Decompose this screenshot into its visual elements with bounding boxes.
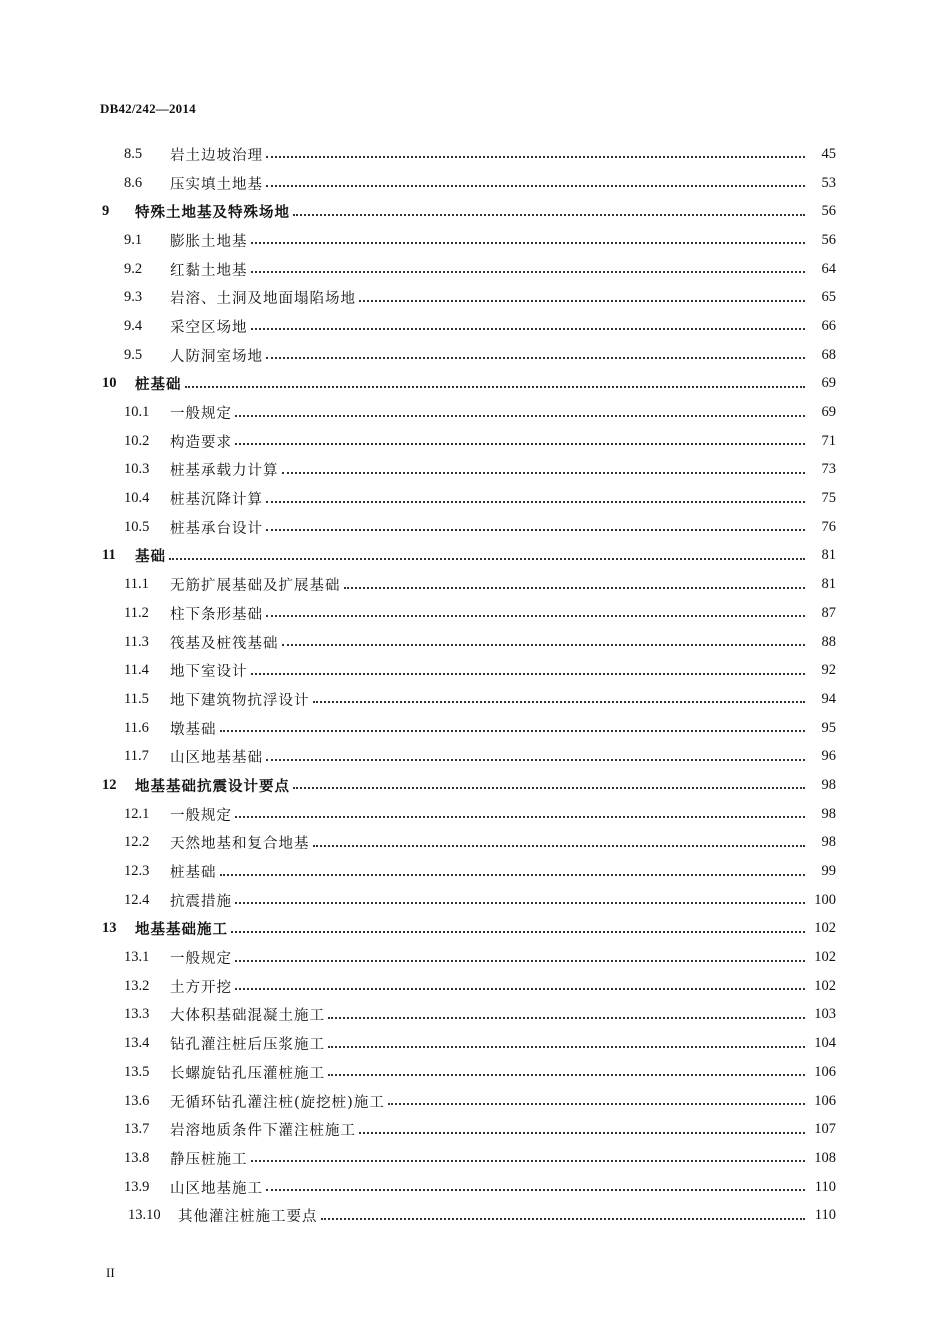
toc-entry-title: 基础 [135,548,166,566]
toc-entry-number: 10.1 [124,404,150,421]
dot-leader [344,587,806,589]
toc-entry-number: 11.2 [124,604,149,621]
toc-entry-title: 构造要求 [170,434,232,451]
dot-leader [251,1160,806,1162]
dot-leader [266,156,805,158]
toc-entry-page: 110 [814,1178,836,1195]
dot-leader [185,386,806,388]
toc-entry-number: 11.3 [124,633,149,650]
toc-entry-title: 山区地基基础 [170,750,263,767]
toc-entry-number: 13.4 [124,1035,150,1052]
toc-entry-page: 96 [821,748,836,765]
dot-leader [328,1046,805,1048]
toc-section-entry[interactable] [100,513,836,542]
toc-entry-title: 地基基础施工 [135,921,228,939]
dot-leader [328,1074,805,1076]
toc-entry-title: 山区地基施工 [170,1180,263,1197]
dot-leader [293,214,805,216]
toc-chapter-entry[interactable] [100,771,836,800]
toc-chapter-entry[interactable] [100,542,836,571]
toc-entry-page: 88 [821,633,836,650]
toc-entry-page: 108 [814,1149,836,1166]
toc-entry-page: 56 [821,231,836,248]
toc-entry-title: 抗震措施 [170,893,232,910]
toc-entry-number: 10.4 [124,490,150,507]
toc-entry-number: 13.10 [128,1207,161,1224]
table-of-contents [100,140,836,1230]
dot-leader [266,357,805,359]
dot-leader [235,443,805,445]
toc-entry-page: 104 [814,1035,836,1052]
toc-entry-page: 69 [821,404,836,421]
toc-entry-page: 98 [821,805,836,822]
dot-leader [266,1189,805,1191]
toc-entry-title: 大体积基础混凝土施工 [170,1008,325,1025]
toc-entry-page: 102 [814,920,836,937]
toc-entry-number: 12 [102,776,117,793]
toc-section-entry[interactable] [100,628,836,657]
toc-entry-number: 13.8 [124,1149,150,1166]
dot-leader [266,501,805,503]
toc-section-entry[interactable] [100,283,836,312]
toc-entry-page: 56 [821,203,836,220]
toc-entry-number: 12.2 [124,834,150,851]
toc-entry-title: 一般规定 [170,406,232,423]
toc-entry-page: 98 [821,776,836,793]
dot-leader [388,1103,805,1105]
dot-leader [235,816,805,818]
toc-section-entry[interactable] [100,599,836,628]
toc-entry-page: 76 [821,518,836,535]
dot-leader [251,271,806,273]
toc-section-entry[interactable] [100,226,836,255]
page-number: II [106,1265,115,1280]
toc-entry-title: 其他灌注桩施工要点 [178,1209,318,1226]
toc-section-entry[interactable] [100,685,836,714]
toc-entry-page: 81 [821,547,836,564]
toc-entry-page: 102 [814,977,836,994]
toc-entry-page: 94 [821,690,836,707]
toc-entry-page: 98 [821,834,836,851]
toc-chapter-entry[interactable] [100,370,836,399]
toc-section-entry[interactable] [100,484,836,513]
toc-entry-number: 13.9 [124,1178,150,1195]
dot-leader [220,874,806,876]
toc-section-entry[interactable] [100,140,836,169]
toc-entry-number: 12.4 [124,891,150,908]
dot-leader [313,701,806,703]
toc-entry-title: 桩基承载力计算 [170,463,279,480]
toc-entry-page: 106 [814,1063,836,1080]
toc-entry-page: 81 [821,576,836,593]
toc-entry-title: 岩溶地质条件下灌注桩施工 [170,1123,356,1140]
dot-leader [266,185,805,187]
toc-section-entry[interactable] [100,1115,836,1144]
toc-entry-number: 12.3 [124,863,150,880]
toc-entry-title: 天然地基和复合地基 [170,836,310,853]
toc-section-entry[interactable] [100,742,836,771]
toc-section-entry[interactable] [100,829,836,858]
toc-section-entry[interactable] [100,456,836,485]
toc-entry-page: 99 [821,863,836,880]
toc-section-entry[interactable] [100,1087,836,1116]
toc-section-entry[interactable] [100,886,836,915]
toc-entry-number: 9.4 [124,317,143,334]
toc-entry-page: 68 [821,346,836,363]
toc-section-entry[interactable] [100,1029,836,1058]
toc-entry-number: 13.7 [124,1121,150,1138]
dot-leader [235,902,805,904]
toc-entry-number: 13.6 [124,1092,150,1109]
toc-entry-number: 9 [102,203,110,220]
toc-entry-number: 10.5 [124,518,150,535]
dot-leader [235,960,805,962]
toc-entry-number: 12.1 [124,805,150,822]
toc-entry-number: 10 [102,375,117,392]
dot-leader [282,472,806,474]
toc-section-entry[interactable] [100,800,836,829]
toc-entry-number: 11.7 [124,748,149,765]
toc-section-entry[interactable] [100,1201,836,1230]
toc-section-entry[interactable] [100,714,836,743]
toc-entry-number: 9.1 [124,231,143,248]
document-code: DB42/242—2014 [100,101,196,116]
toc-entry-title: 桩基础 [170,865,217,882]
toc-entry-title: 膨胀土地基 [170,233,248,250]
toc-section-entry[interactable] [100,255,836,284]
toc-entry-title: 桩基础 [135,376,182,394]
dot-leader [235,988,805,990]
toc-entry-number: 13.2 [124,977,150,994]
toc-entry-page: 100 [814,891,836,908]
toc-entry-page: 103 [814,1006,836,1023]
toc-chapter-entry[interactable] [100,915,836,944]
dot-leader [282,644,806,646]
toc-section-entry[interactable] [100,1144,836,1173]
toc-section-entry[interactable] [100,656,836,685]
toc-section-entry[interactable] [100,570,836,599]
dot-leader [293,787,805,789]
dot-leader [313,845,806,847]
toc-entry-title: 无循环钻孔灌注桩(旋挖桩)施工 [170,1094,385,1111]
toc-entry-page: 71 [821,432,836,449]
toc-entry-title: 地下建筑物抗浮设计 [170,692,310,709]
toc-entry-title: 人防洞室场地 [170,348,263,365]
toc-entry-page: 65 [821,289,836,306]
toc-entry-title: 无筋扩展基础及扩展基础 [170,578,341,595]
toc-entry-number: 11.4 [124,662,149,679]
toc-section-entry[interactable] [100,1001,836,1030]
dot-leader [266,615,805,617]
toc-entry-number: 11.1 [124,576,149,593]
toc-entry-page: 87 [821,604,836,621]
toc-entry-title: 柱下条形基础 [170,606,263,623]
toc-entry-number: 13.1 [124,949,150,966]
toc-entry-page: 73 [821,461,836,478]
toc-entry-title: 压实填土地基 [170,176,263,193]
toc-entry-page: 110 [814,1207,836,1224]
toc-entry-page: 53 [821,174,836,191]
toc-entry-title: 静压桩施工 [170,1151,248,1168]
toc-entry-page: 69 [821,375,836,392]
toc-entry-page: 64 [821,260,836,277]
dot-leader [266,529,805,531]
toc-entry-page: 107 [814,1121,836,1138]
toc-entry-number: 9.2 [124,260,143,277]
toc-entry-number: 13.3 [124,1006,150,1023]
toc-entry-title: 地下室设计 [170,664,248,681]
toc-entry-number: 10.2 [124,432,150,449]
toc-section-entry[interactable] [100,857,836,886]
toc-entry-title: 筏基及桩筏基础 [170,635,279,652]
toc-entry-number: 11 [102,547,116,564]
dot-leader [359,300,805,302]
toc-entry-page: 95 [821,719,836,736]
toc-entry-number: 13 [102,920,117,937]
toc-entry-number: 11.5 [124,690,149,707]
dot-leader [169,558,805,560]
toc-entry-title: 红黏土地基 [170,262,248,279]
toc-entry-page: 102 [814,949,836,966]
dot-leader [231,931,805,933]
toc-section-entry[interactable] [100,943,836,972]
toc-section-entry[interactable] [100,1173,836,1202]
dot-leader [321,1218,806,1220]
toc-entry-page: 75 [821,490,836,507]
dot-leader [359,1132,805,1134]
toc-entry-title: 岩土边坡治理 [170,147,263,164]
toc-entry-number: 11.6 [124,719,149,736]
toc-entry-title: 长螺旋钻孔压灌桩施工 [170,1065,325,1082]
dot-leader [266,759,805,761]
toc-section-entry[interactable] [100,427,836,456]
toc-entry-title: 土方开挖 [170,979,232,996]
toc-entry-page: 106 [814,1092,836,1109]
toc-entry-title: 墩基础 [170,721,217,738]
toc-section-entry[interactable] [100,398,836,427]
toc-section-entry[interactable] [100,169,836,198]
toc-entry-number: 9.5 [124,346,143,363]
dot-leader [251,328,806,330]
toc-entry-number: 13.5 [124,1063,150,1080]
dot-leader [235,415,805,417]
toc-section-entry[interactable] [100,312,836,341]
toc-section-entry[interactable] [100,1058,836,1087]
toc-entry-title: 岩溶、土洞及地面塌陷场地 [170,291,356,308]
toc-entry-number: 8.5 [124,145,143,162]
toc-entry-number: 9.3 [124,289,143,306]
toc-entry-title: 地基基础抗震设计要点 [135,777,290,795]
toc-entry-page: 92 [821,662,836,679]
toc-entry-number: 10.3 [124,461,150,478]
toc-entry-title: 桩基承台设计 [170,520,263,537]
dot-leader [251,242,806,244]
dot-leader [220,730,806,732]
toc-section-entry[interactable] [100,972,836,1001]
toc-section-entry[interactable] [100,341,836,370]
toc-entry-title: 一般规定 [170,807,232,824]
toc-entry-number: 8.6 [124,174,143,191]
toc-chapter-entry[interactable] [100,197,836,226]
dot-leader [251,673,806,675]
toc-entry-page: 66 [821,317,836,334]
dot-leader [328,1017,805,1019]
toc-entry-title: 钻孔灌注桩后压浆施工 [170,1037,325,1054]
toc-entry-title: 特殊土地基及特殊场地 [135,204,290,222]
toc-entry-title: 桩基沉降计算 [170,492,263,509]
toc-entry-title: 采空区场地 [170,319,248,336]
toc-entry-title: 一般规定 [170,951,232,968]
toc-entry-page: 45 [821,145,836,162]
